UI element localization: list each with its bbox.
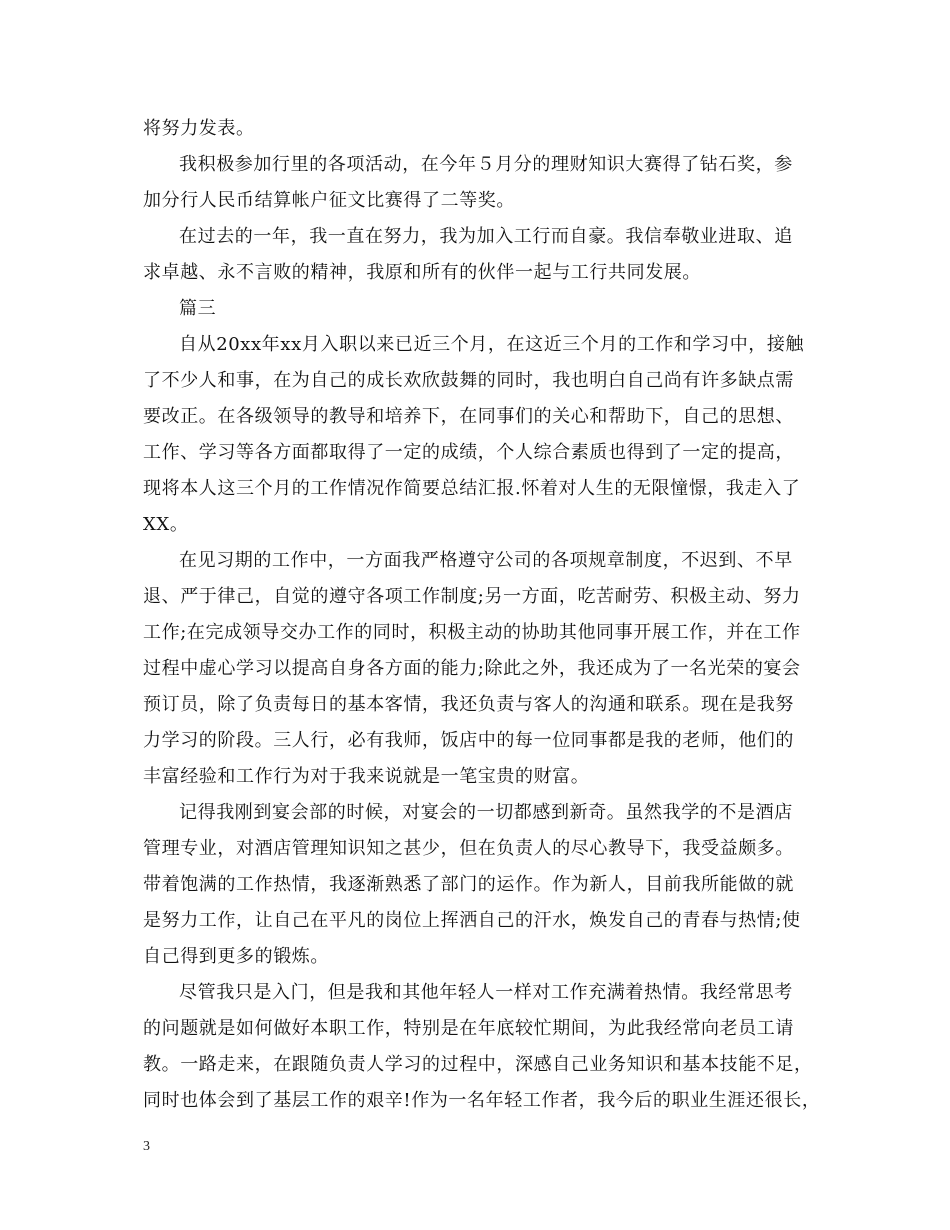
text-line: 工作、学习等各方面都取得了一定的成绩，个人综合素质也得到了一定的提高， [143,442,794,463]
text-line: 预订员，除了负责每日的基本客情，我还负责与客人的沟通和联系。现在是我努 [143,694,794,715]
text-line: 求卓越、永不言败的精神，我原和所有的伙伴一起与工行共同发展。 [143,262,701,283]
text-line: 现将本人这三个月的工作情况作简要总结汇报.怀着对人生的无限憧憬，我走入了 [143,478,801,499]
text-line: 在过去的一年，我一直在努力，我为加入工行而自豪。我信奉敬业进取、追 [179,226,793,247]
text-line: 丰富经验和工作行为对于我来说就是一笔宝贵的财富。 [143,766,590,787]
text-line: 是努力工作，让自己在平凡的岗位上挥洒自己的汗水，焕发自己的青春与热情;使 [143,910,801,931]
text-line: 带着饱满的工作热情，我逐渐熟悉了部门的运作。作为新人，目前我所能做的就 [143,874,794,895]
text-line: 自己得到更多的锻炼。 [143,946,329,967]
text-line: 我积极参加行里的各项活动，在今年５月分的理财知识大赛得了钻石奖，参 [179,154,793,175]
text-line: 的问题就是如何做好本职工作，特别是在年底较忙期间，为此我经常向老员工请 [143,1018,794,1039]
page-number: 3 [143,1139,150,1154]
text-line: 工作;在完成领导交办工作的同时，积极主动的协助其他同事开展工作，并在工作 [143,622,801,643]
text-line: 了不少人和事，在为自己的成长欢欣鼓舞的同时，我也明白自己尚有许多缺点需 [143,370,794,391]
text-line: 要改正。在各级领导的教导和培养下，在同事们的关心和帮助下，自己的思想、 [143,406,794,427]
text-line: 在见习期的工作中，一方面我严格遵守公司的各项规章制度，不迟到、不早 [179,550,793,571]
text-line: 加分行人民币结算帐户征文比赛得了二等奖。 [143,190,515,211]
text-line: XX。 [143,514,189,535]
text-line: 同时也体会到了基层工作的艰辛!作为一名年轻工作者，我今后的职业生涯还很长， [143,1090,821,1111]
text-line: 尽管我只是入门，但是我和其他年轻人一样对工作充满着热情。我经常思考 [179,982,793,1003]
text-line: 退、严于律己，自觉的遵守各项工作制度;另一方面，吃苦耐劳、积极主动、努力 [143,586,801,607]
text-line: 过程中虚心学习以提高自身各方面的能力;除此之外，我还成为了一名光荣的宴会 [143,658,801,679]
section-heading: 篇三 [179,298,217,319]
text-line: 教。一路走来，在跟随负责人学习的过程中，深感自己业务知识和基本技能不足， [143,1054,813,1075]
text-line: 自从20xx年xx月入职以来已近三个月，在这近三个月的工作和学习中，接触 [179,334,805,355]
text-line: 将努力发表。 [143,118,255,139]
text-line: 管理专业，对酒店管理知识知之甚少，但在负责人的尽心教导下，我受益颇多。 [143,838,794,859]
text-line: 力学习的阶段。三人行，必有我师，饭店中的每一位同事都是我的老师，他们的 [143,730,794,751]
text-line: 记得我刚到宴会部的时候，对宴会的一切都感到新奇。虽然我学的不是酒店 [179,802,793,823]
